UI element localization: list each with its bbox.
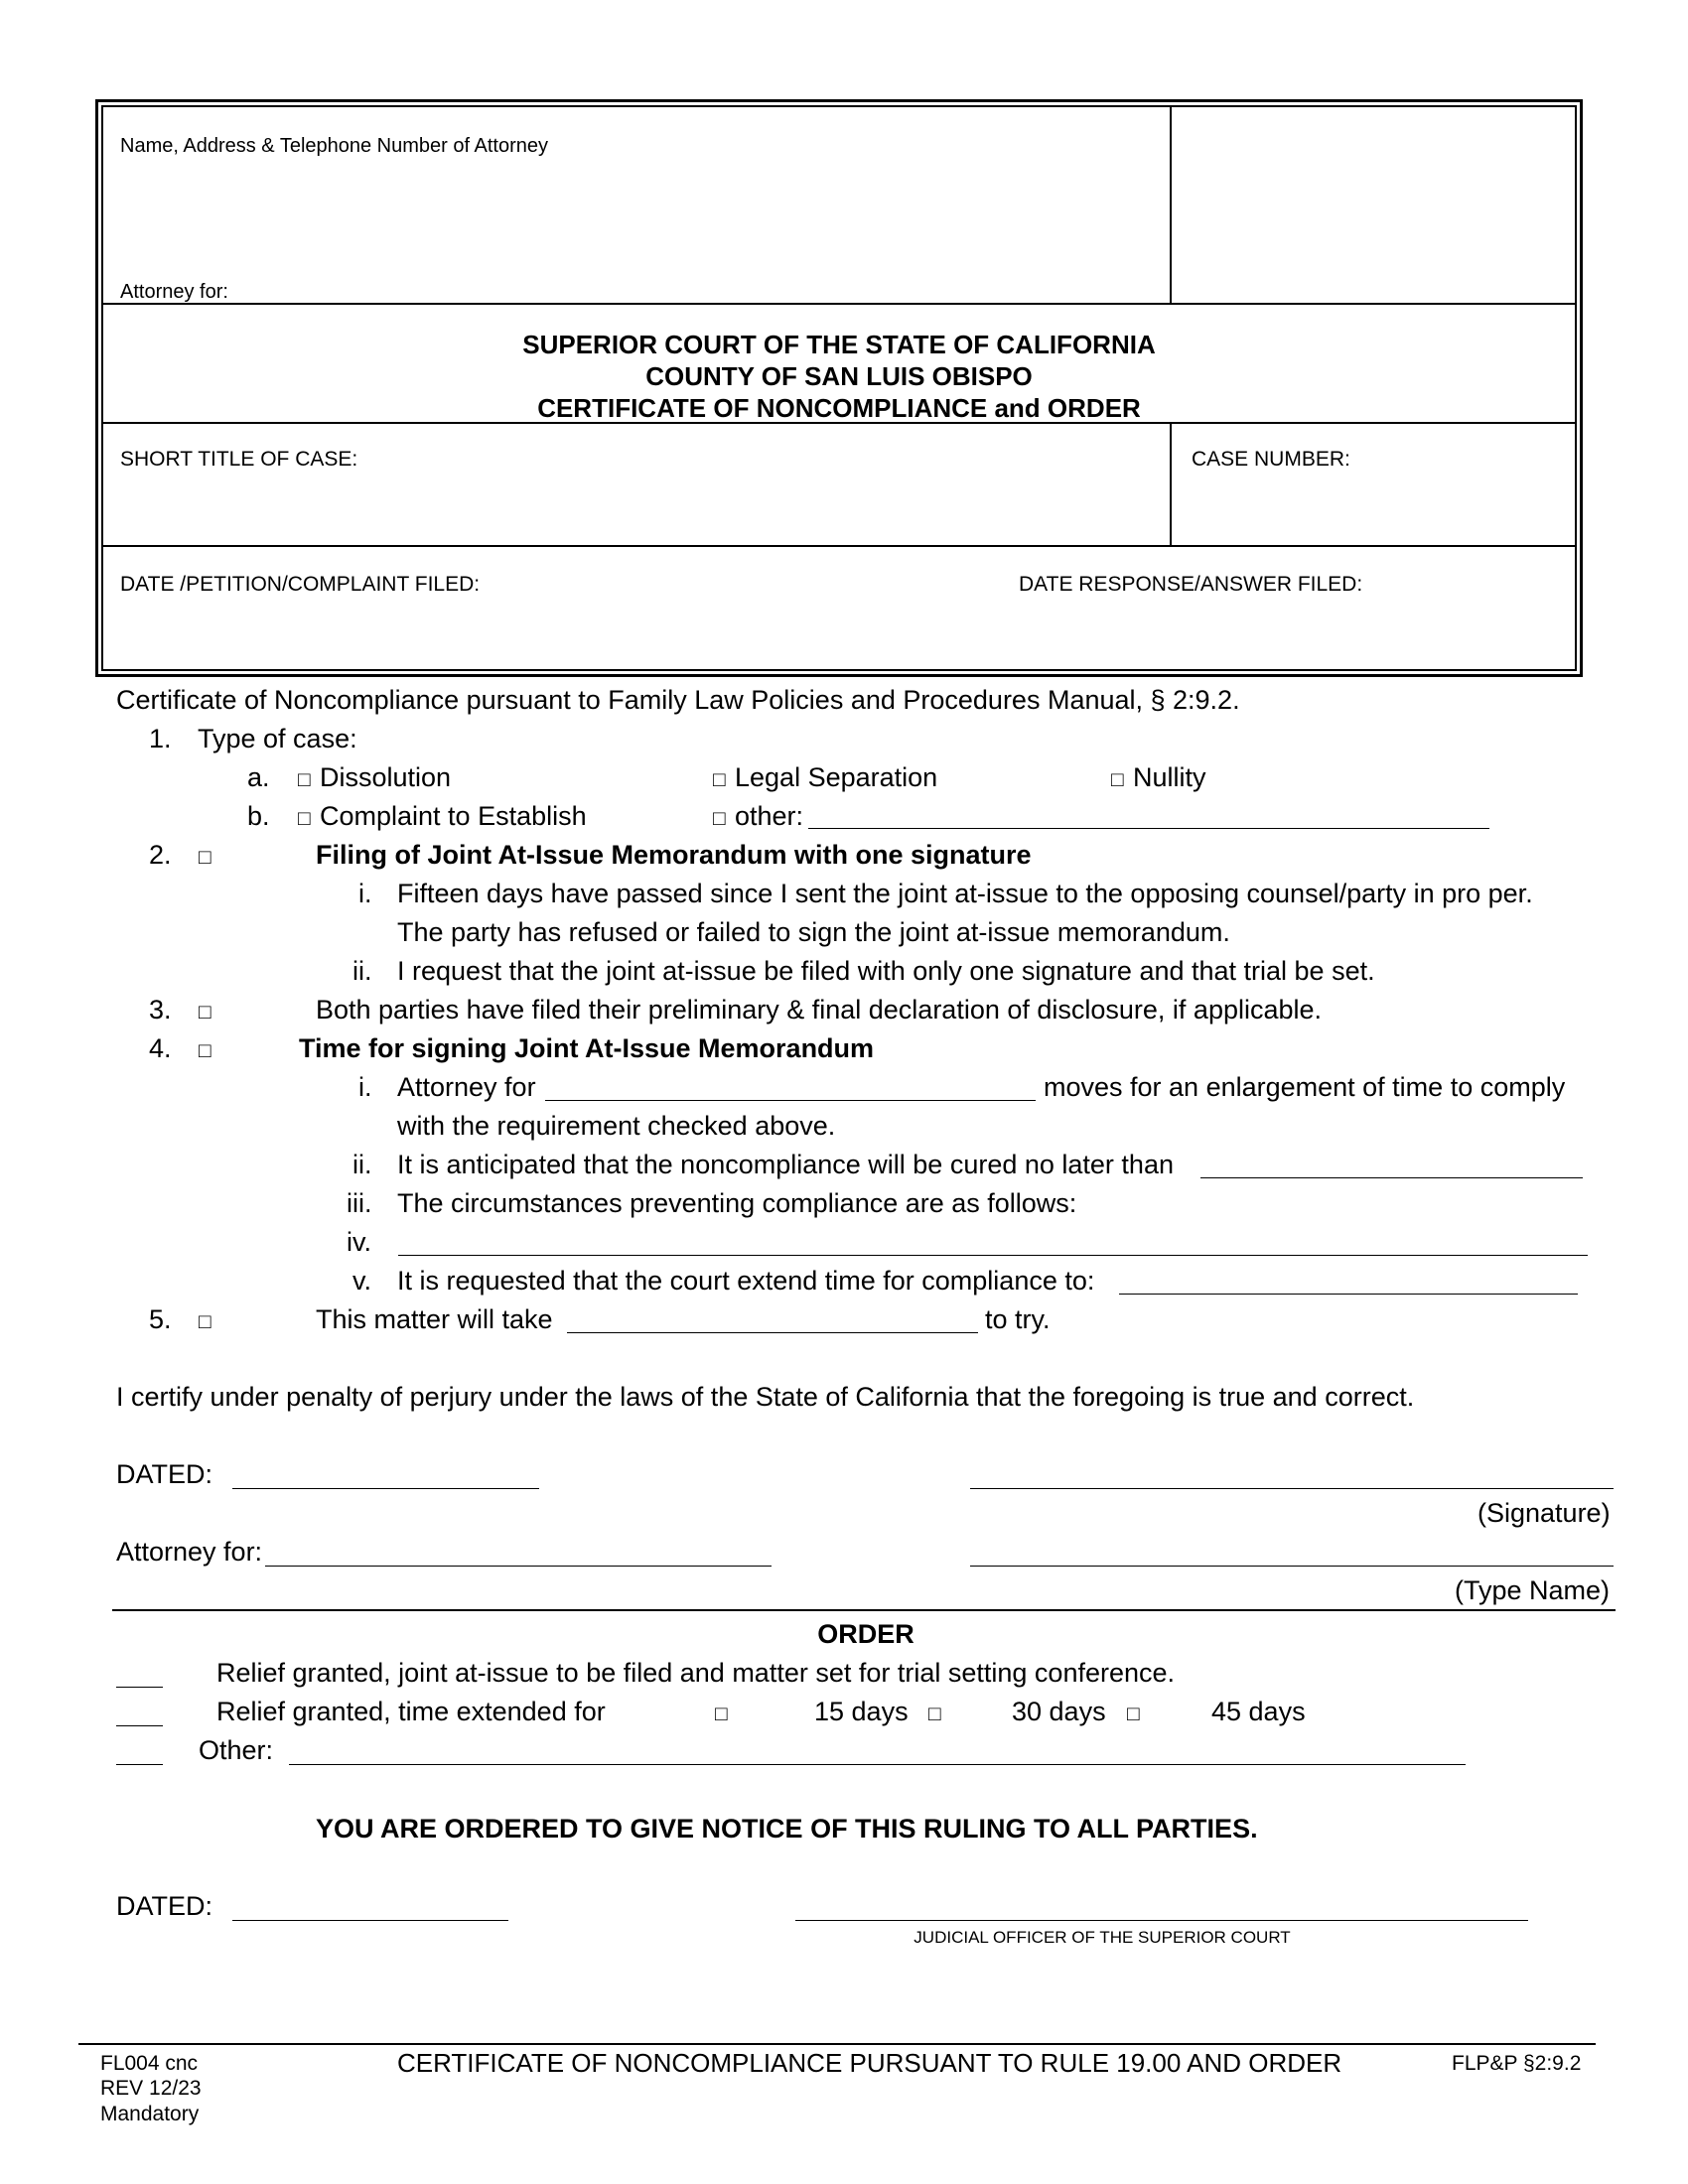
attorney-for-label: Attorney for: <box>120 281 228 303</box>
item2-checkbox[interactable]: □ <box>199 846 211 869</box>
item4-ii-number: ii. <box>352 1150 372 1179</box>
header-vdivider-case <box>1170 422 1172 546</box>
item4-v-text: It is requested that the court extend time for compliance to: <box>397 1266 1095 1296</box>
nullity-checkbox[interactable]: □ <box>1111 768 1124 791</box>
item4-i-number: i. <box>358 1072 372 1102</box>
date-petition-field[interactable] <box>120 606 994 660</box>
days45-checkbox[interactable]: □ <box>1127 1703 1140 1725</box>
item1-number: 1. <box>149 724 172 753</box>
complaint-checkbox[interactable]: □ <box>298 807 311 830</box>
footer-mandatory: Mandatory <box>100 2103 200 2125</box>
legal-separation-label: Legal Separation <box>735 762 938 792</box>
days30-checkbox[interactable]: □ <box>928 1703 941 1725</box>
judicial-caption: JUDICIAL OFFICER OF THE SUPERIOR COURT <box>914 1928 1291 1947</box>
days45-label: 45 days <box>1211 1697 1306 1726</box>
short-title-field[interactable] <box>120 477 1153 536</box>
extend-to-date-field[interactable] <box>1119 1294 1578 1295</box>
header-vdivider-top <box>1170 105 1172 304</box>
item5-checkbox[interactable]: □ <box>199 1310 211 1333</box>
item3-number: 3. <box>149 995 172 1024</box>
order-option1-text: Relief granted, joint at-issue to be filed and matter set for trial setting conference. <box>216 1658 1176 1688</box>
item3-checkbox[interactable]: □ <box>199 1001 211 1024</box>
attorney-for-enlargement-field[interactable] <box>545 1100 1036 1101</box>
order-title: ORDER <box>817 1619 914 1649</box>
cured-by-date-field[interactable] <box>1200 1177 1583 1178</box>
item2-title: Filing of Joint At-Issue Memorandum with one signature <box>316 840 1032 870</box>
item2-ii-number: ii. <box>352 956 372 986</box>
days30-label: 30 days <box>1012 1697 1106 1726</box>
attorney-for-sign-field[interactable] <box>265 1566 772 1567</box>
item4-number: 4. <box>149 1033 172 1063</box>
item2-i-number: i. <box>358 879 372 908</box>
footer-title: CERTIFICATE OF NONCOMPLIANCE PURSUANT TO RULE 19.00 AND ORDER <box>397 2048 1342 2078</box>
item4-i-pre: Attorney for <box>397 1072 536 1102</box>
short-title-label: SHORT TITLE OF CASE: <box>120 448 358 471</box>
days15-checkbox[interactable]: □ <box>715 1703 728 1725</box>
circumstances-field[interactable] <box>398 1255 1588 1256</box>
item4-i-post: moves for an enlargement of time to comply <box>1044 1072 1566 1102</box>
item2-i-line1: Fifteen days have passed since I sent the joint at-issue to the opposing counsel/party in pro per. <box>397 879 1533 908</box>
type-name-field[interactable] <box>970 1566 1614 1567</box>
item1-a-label: a. <box>247 762 270 792</box>
order-dated-label: DATED: <box>116 1891 213 1921</box>
attorney-info-field[interactable] <box>120 270 1153 310</box>
item5-post: to try. <box>985 1304 1051 1334</box>
dated-label: DATED: <box>116 1459 213 1489</box>
dissolution-label: Dissolution <box>320 762 452 792</box>
item1-label: Type of case: <box>198 724 357 753</box>
other-case-checkbox[interactable]: □ <box>713 807 726 830</box>
item2-i-line2: The party has refused or failed to sign the joint at-issue memorandum. <box>397 917 1230 947</box>
trial-duration-field[interactable] <box>567 1332 978 1333</box>
order-option1-blank[interactable] <box>116 1687 163 1688</box>
item3-text: Both parties have filed their preliminary & final declaration of disclosure, if applicable. <box>316 995 1323 1024</box>
order-option3-blank[interactable] <box>116 1764 163 1765</box>
footer-divider <box>78 2043 1596 2045</box>
footer-ref: FLP&P §2:9.2 <box>1452 2052 1582 2075</box>
date-petition-label: DATE /PETITION/COMPLAINT FILED: <box>120 573 481 596</box>
court-title-line1: SUPERIOR COURT OF THE STATE OF CALIFORNIA <box>522 330 1156 359</box>
item2-number: 2. <box>149 840 172 870</box>
item5-pre: This matter will take <box>316 1304 553 1334</box>
days15-label: 15 days <box>814 1697 909 1726</box>
item1-b-label: b. <box>247 801 270 831</box>
item4-ii-text: It is anticipated that the noncompliance will be cured no later than <box>397 1150 1174 1179</box>
item4-checkbox[interactable]: □ <box>199 1039 211 1062</box>
case-number-label: CASE NUMBER: <box>1192 448 1350 471</box>
order-option2-blank[interactable] <box>116 1725 163 1726</box>
dated-field[interactable] <box>232 1488 539 1489</box>
attorney-info-label: Name, Address & Telephone Number of Attorney <box>120 135 548 157</box>
item4-title: Time for signing Joint At-Issue Memorandum <box>299 1033 875 1063</box>
case-number-field[interactable] <box>1192 477 1559 536</box>
certify-text: I certify under penalty of perjury under the laws of the State of California that the foregoing is true and correct. <box>116 1382 1415 1412</box>
other-case-field[interactable] <box>808 828 1489 829</box>
order-divider <box>112 1609 1616 1611</box>
item4-v-number: v. <box>352 1266 371 1296</box>
dissolution-checkbox[interactable]: □ <box>298 768 311 791</box>
footer-form-id: FL004 cnc <box>100 2052 199 2075</box>
judicial-signature-field[interactable] <box>795 1920 1528 1921</box>
signature-field[interactable] <box>970 1488 1614 1489</box>
signature-caption: (Signature) <box>1477 1498 1611 1528</box>
order-other-field[interactable] <box>289 1764 1466 1765</box>
order-notice: YOU ARE ORDERED TO GIVE NOTICE OF THIS RULING TO ALL PARTIES. <box>316 1814 1258 1843</box>
intro-text: Certificate of Noncompliance pursuant to Family Law Policies and Procedures Manual, § 2:9.2. <box>116 685 1240 715</box>
attorney-for-sign-label: Attorney for: <box>116 1537 263 1567</box>
complaint-label: Complaint to Establish <box>320 801 587 831</box>
nullity-label: Nullity <box>1133 762 1206 792</box>
court-title-line2: COUNTY OF SAN LUIS OBISPO <box>645 361 1033 391</box>
date-response-label: DATE RESPONSE/ANSWER FILED: <box>1019 573 1363 596</box>
order-option2-text: Relief granted, time extended for <box>216 1697 606 1726</box>
legal-separation-checkbox[interactable]: □ <box>713 768 726 791</box>
header-divider-3 <box>101 545 1577 547</box>
footer-rev: REV 12/23 <box>100 2077 202 2100</box>
date-response-field[interactable] <box>1019 606 1560 660</box>
other-case-label: other: <box>735 801 804 831</box>
order-other-label: Other: <box>199 1735 274 1765</box>
item4-iii-number: iii. <box>347 1188 372 1218</box>
item5-number: 5. <box>149 1304 172 1334</box>
item4-iv-number: iv. <box>347 1227 371 1257</box>
item4-iii-text: The circumstances preventing compliance are as follows: <box>397 1188 1077 1218</box>
type-name-caption: (Type Name) <box>1455 1575 1611 1605</box>
court-title-line3: CERTIFICATE OF NONCOMPLIANCE and ORDER <box>537 393 1141 423</box>
item2-ii-text: I request that the joint at-issue be filed with only one signature and that trial be set. <box>397 956 1375 986</box>
order-dated-field[interactable] <box>232 1920 508 1921</box>
item4-i-line2: with the requirement checked above. <box>397 1111 836 1141</box>
